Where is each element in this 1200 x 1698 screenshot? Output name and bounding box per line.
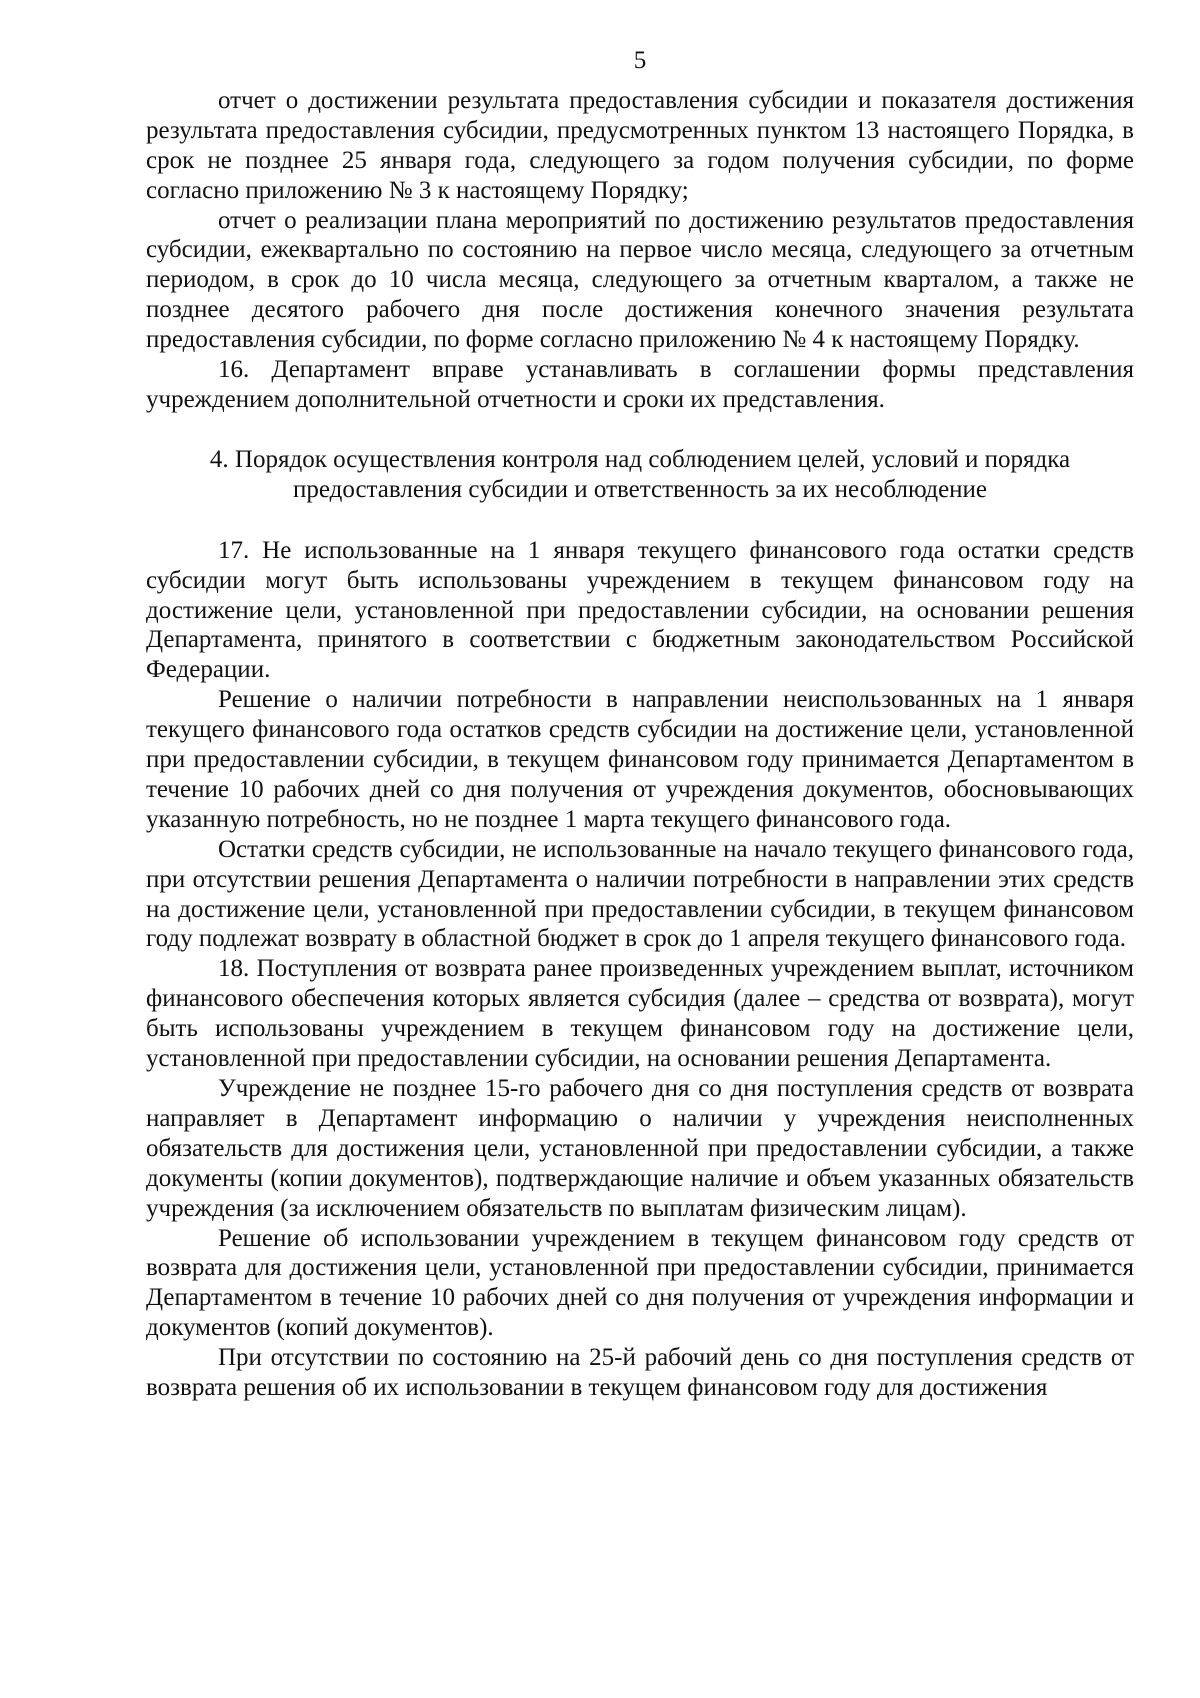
paragraph-need-decision: Решение о наличии потребности в направлении неиспользованных на 1 января текущего финансового года остатков средств субсидии на достижение цели, установленной при предоставлении субсидии, в текущем финансовом году принимается Департаментом в течение 10 рабочих дней со дня получения от учреждения документов, обосновывающих указанную потребность, но не позднее 1 марта текущего финансового года. (146, 686, 1134, 833)
paragraph-item-16: 16. Департамент вправе устанавливать в соглашении формы представления учреждением дополнительной отчетности и сроки их представления. (146, 356, 1134, 413)
paragraph-item-18: 18. Поступления от возврата ранее произведенных учреждением выплат, источником финансового обеспечения которых является субсидия (далее – средства от возврата), могут быть использованы учреждением в текущем финансовом году на достижение цели, установленной при предоставлении субсидии, на основании решения Департамента. (146, 955, 1134, 1073)
paragraph-institution-info: Учреждение не позднее 15-го рабочего дня со дня поступления средств от возврата направляет в Департамент информацию о наличии у учреждения неисполненных обязательств для достижения цели, установленной при предоставлении субсидии, а также документы (копии документов), подтверждающие наличие и объем указанных обязательств учреждения (за исключением обязательств по выплатам физическим лицам). (146, 1075, 1134, 1222)
document-page (146, 46, 1134, 1403)
section-heading: 4. Порядок осуществления контроля над соблюдением целей, условий и порядка предоставления субсидии и ответственность за их несоблюдение (209, 445, 1071, 503)
page-number: 5 (633, 47, 647, 74)
paragraph-report-plan: отчет о реализации плана мероприятий по достижению результатов предоставления субсидии, ежеквартально по состоянию на первое число месяца, следующего за отчетным периодом, в срок до 10 числа месяца, следующего за отчетным кварталом, а также не позднее десятого рабочего дня после достижения конечного значения результата предоставления субсидии, по форме согласно приложению № 4 к настоящему Порядку. (146, 206, 1134, 354)
paragraph-item-17: 17. Не использованные на 1 января текущего финансового года остатки средств субсидии могут быть использованы учреждением в текущем финансовом году на достижение цели, установленной при предоставлении субсидии, на основании решения Департамента, принятого в соответствии с бюджетным законодательством Российской Федерации. (146, 536, 1134, 684)
paragraph-report-results: отчет о достижении результата предоставления субсидии и показателя достижения результата предоставления субсидии, предусмотренных пунктом 13 настоящего Порядка, в срок не позднее 25 января года, следующего за годом получения субсидии, по форме согласно приложению № 3 к настоящему Порядку; (146, 86, 1134, 204)
paragraph-absence-decision: При отсутствии по состоянию на 25-й рабочий день со дня поступления средств от возврата решения об их использовании в текущем финансовом году для достижения (146, 1344, 1134, 1402)
paragraph-use-decision: Решение об использовании учреждением в текущем финансовом году средств от возврата для достижения цели, установленной при предоставлении субсидии, принимается Департаментом в течение 10 рабочих дней со дня получения от учреждения информации и документов (копий документов). (146, 1224, 1134, 1342)
paragraph-remainder-return: Остатки средств субсидии, не использованные на начало текущего финансового года, при отсутствии решения Департамента о наличии потребности в направлении этих средств на достижение цели, установленной при предоставлении субсидии, в текущем финансовом году подлежат возврату в областной бюджет в срок до 1 апреля текущего финансового года. (146, 835, 1134, 953)
